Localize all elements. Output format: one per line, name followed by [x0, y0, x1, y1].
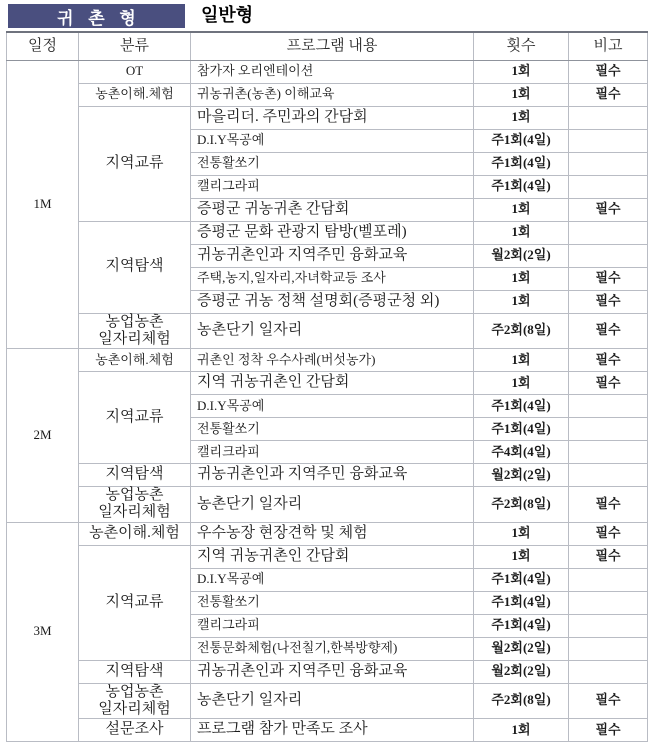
cell-count: 주1회(4일) — [474, 395, 569, 418]
column-header-category: 분류 — [79, 32, 191, 60]
cell-count: 1회 — [474, 267, 569, 290]
cell-note — [569, 129, 648, 152]
cell-count: 주1회(4일) — [474, 175, 569, 198]
cell-count: 1회 — [474, 372, 569, 395]
cell-period: 1M — [7, 60, 79, 349]
cell-program: 농촌단기 일자리 — [191, 313, 474, 349]
cell-note: 필수 — [569, 683, 648, 719]
cell-program: D.I.Y목공예 — [191, 568, 474, 591]
cell-count: 1회 — [474, 522, 569, 545]
cell-note — [569, 244, 648, 267]
cell-category: 설문조사 — [79, 719, 191, 742]
program-schedule-table — [6, 31, 648, 742]
table-row — [7, 372, 648, 395]
table-row — [7, 487, 648, 523]
cell-count: 주2회(8일) — [474, 313, 569, 349]
cell-note: 필수 — [569, 349, 648, 372]
cell-count: 주1회(4일) — [474, 568, 569, 591]
program-type-chip: 귀 촌 형 — [8, 4, 185, 28]
cell-note — [569, 395, 648, 418]
cell-count: 주2회(8일) — [474, 683, 569, 719]
cell-count: 주1회(4일) — [474, 129, 569, 152]
cell-program: 주택,농지,일자리,자녀학교등 조사 — [191, 267, 474, 290]
cell-program: 캘리그라피 — [191, 614, 474, 637]
cell-note — [569, 464, 648, 487]
cell-category: 지역교류 — [79, 372, 191, 464]
cell-category: 농촌이해.체험 — [79, 83, 191, 106]
cell-count: 1회 — [474, 349, 569, 372]
cell-note: 필수 — [569, 267, 648, 290]
cell-program: 귀촌인 정착 우수사례(버섯농가) — [191, 349, 474, 372]
column-header-count: 횟수 — [474, 32, 569, 60]
cell-program: 지역 귀농귀촌인 간담회 — [191, 545, 474, 568]
cell-note — [569, 106, 648, 129]
cell-category: OT — [79, 60, 191, 83]
cell-count: 1회 — [474, 221, 569, 244]
cell-note: 필수 — [569, 545, 648, 568]
table-row — [7, 522, 648, 545]
table-row — [7, 313, 648, 349]
cell-note: 필수 — [569, 487, 648, 523]
cell-note: 필수 — [569, 60, 648, 83]
table-row — [7, 660, 648, 683]
cell-program: 마을리더. 주민과의 간담회 — [191, 106, 474, 129]
cell-category: 농업농촌 일자리체험 — [79, 313, 191, 349]
cell-program: 증평군 귀농 정책 설명회(증평군청 외) — [191, 290, 474, 313]
cell-category: 농업농촌 일자리체험 — [79, 487, 191, 523]
cell-category: 지역탐색 — [79, 660, 191, 683]
column-header-note: 비고 — [569, 32, 648, 60]
cell-category: 농촌이해.체험 — [79, 349, 191, 372]
cell-program: 귀농귀촌인과 지역주민 융화교육 — [191, 660, 474, 683]
cell-program: 우수농장 현장견학 및 체험 — [191, 522, 474, 545]
cell-count: 1회 — [474, 290, 569, 313]
cell-count: 1회 — [474, 83, 569, 106]
cell-count: 주4회(4일) — [474, 441, 569, 464]
cell-count: 1회 — [474, 106, 569, 129]
cell-note: 필수 — [569, 313, 648, 349]
cell-program: 참가자 오리엔테이션 — [191, 60, 474, 83]
cell-count: 1회 — [474, 60, 569, 83]
cell-category: 농업농촌 일자리체험 — [79, 683, 191, 719]
cell-note — [569, 418, 648, 441]
cell-count: 월2회(2일) — [474, 464, 569, 487]
cell-note — [569, 568, 648, 591]
cell-program: 프로그램 참가 만족도 조사 — [191, 719, 474, 742]
table-row — [7, 683, 648, 719]
cell-note: 필수 — [569, 290, 648, 313]
table-row — [7, 106, 648, 129]
cell-period: 2M — [7, 349, 79, 523]
cell-count: 1회 — [474, 719, 569, 742]
cell-program: 귀농귀촌인과 지역주민 융화교육 — [191, 464, 474, 487]
cell-program: 증평군 귀농귀촌 간담회 — [191, 198, 474, 221]
cell-count: 월2회(2일) — [474, 244, 569, 267]
cell-program: 전통활쏘기 — [191, 418, 474, 441]
table-row — [7, 464, 648, 487]
cell-count: 월2회(2일) — [474, 660, 569, 683]
cell-note — [569, 441, 648, 464]
cell-category: 지역탐색 — [79, 464, 191, 487]
cell-note: 필수 — [569, 522, 648, 545]
cell-category: 농촌이해.체험 — [79, 522, 191, 545]
cell-period: 3M — [7, 522, 79, 742]
cell-note: 필수 — [569, 83, 648, 106]
cell-program: 전통활쏘기 — [191, 152, 474, 175]
cell-note — [569, 614, 648, 637]
cell-program: D.I.Y목공예 — [191, 395, 474, 418]
table-row — [7, 545, 648, 568]
cell-program: 캘리크라피 — [191, 441, 474, 464]
cell-count: 주1회(4일) — [474, 614, 569, 637]
table-row — [7, 221, 648, 244]
column-header-program: 프로그램 내용 — [191, 32, 474, 60]
cell-note — [569, 637, 648, 660]
header-row — [7, 32, 648, 60]
cell-count: 주1회(4일) — [474, 591, 569, 614]
cell-program: 귀농귀촌인과 지역주민 융화교육 — [191, 244, 474, 267]
cell-count: 1회 — [474, 545, 569, 568]
table-row — [7, 349, 648, 372]
cell-count: 주1회(4일) — [474, 418, 569, 441]
cell-category: 지역교류 — [79, 106, 191, 221]
cell-note — [569, 152, 648, 175]
cell-program: 전통문화체험(나전칠기,한복방향제) — [191, 637, 474, 660]
cell-program: 전통활쏘기 — [191, 591, 474, 614]
cell-note — [569, 175, 648, 198]
table-body — [7, 60, 648, 742]
cell-category: 지역탐색 — [79, 221, 191, 313]
cell-note — [569, 591, 648, 614]
cell-note: 필수 — [569, 198, 648, 221]
column-header-period: 일정 — [7, 32, 79, 60]
program-type-plain-label: 일반형 — [201, 5, 254, 25]
cell-note — [569, 660, 648, 683]
table-header — [7, 32, 648, 60]
cell-program: 귀농귀촌(농촌) 이해교육 — [191, 83, 474, 106]
cell-program: 지역 귀농귀촌인 간담회 — [191, 372, 474, 395]
cell-program: 농촌단기 일자리 — [191, 683, 474, 719]
table-row — [7, 60, 648, 83]
cell-program: 농촌단기 일자리 — [191, 487, 474, 523]
cell-note — [569, 221, 648, 244]
cell-note: 필수 — [569, 719, 648, 742]
cell-count: 월2회(2일) — [474, 637, 569, 660]
title-band — [0, 0, 649, 31]
cell-count: 주1회(4일) — [474, 152, 569, 175]
cell-category: 지역교류 — [79, 545, 191, 660]
cell-count: 주2회(8일) — [474, 487, 569, 523]
cell-program: 캘리그라피 — [191, 175, 474, 198]
cell-program: 증평군 문화 관광지 탐방(벨포레) — [191, 221, 474, 244]
cell-note: 필수 — [569, 372, 648, 395]
table-row — [7, 83, 648, 106]
cell-count: 1회 — [474, 198, 569, 221]
cell-program: D.I.Y목공예 — [191, 129, 474, 152]
